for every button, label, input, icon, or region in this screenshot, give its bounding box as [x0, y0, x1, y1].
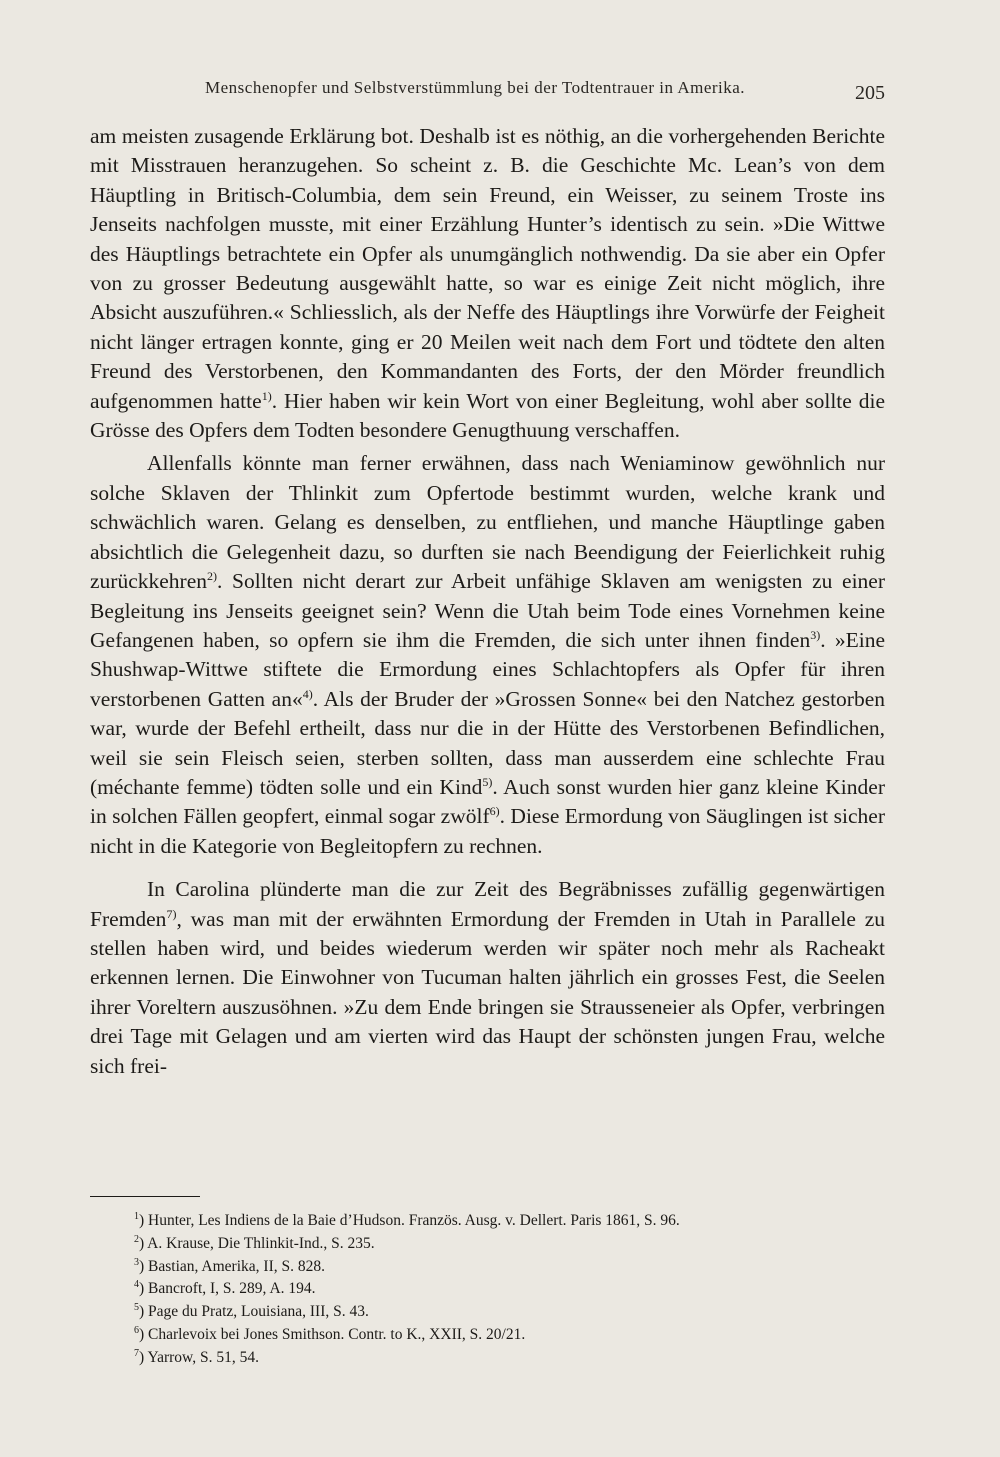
- running-title: Menschenopfer und Selbstverstümmlung bei der Todtentrauer in Amerika.: [205, 78, 746, 97]
- running-head: [0, 72, 1000, 108]
- footnote-ref[interactable]: 4): [302, 686, 313, 701]
- footnotes: [134, 1210, 894, 1370]
- footnote: $^6$) Charlevoix bei Jones Smithson. Contr. to K., XXII, S. 20/21.: [134, 1324, 526, 1343]
- footnote-mark: 5: [134, 1302, 139, 1314]
- footnote-ref[interactable]: 3): [810, 627, 821, 642]
- footnote: $^5$) Page du Pratz, Louisiana, III, S. 43.: [134, 1302, 369, 1321]
- footnote-mark: 1: [134, 1211, 139, 1222]
- footnote-mark: 7: [134, 1347, 139, 1359]
- footnote: $^1$) Hunter, Les Indiens de la Baie d’Hudson. Französ. Ausg. v. Dellert. Paris 1861, S. 96.: [134, 1211, 680, 1229]
- footnote-mark: 3: [134, 1256, 139, 1268]
- footnote-ref[interactable]: 5): [482, 774, 493, 789]
- page-number: 205: [855, 82, 885, 104]
- footnote: $^3$) Bastian, Amerika, II, S. 828.: [134, 1256, 325, 1275]
- footnote-ref[interactable]: 1): [261, 388, 272, 403]
- footnote-mark: 4: [134, 1279, 139, 1291]
- footnote-ref[interactable]: 2): [207, 569, 217, 584]
- paragraph: am meisten zusagende Erklärung bot. Deshalb ist es nöthig, an die vorhergehenden Berichte mit Misstrauen heranzugehen. So scheint z. B. die Geschichte Mc. Lean’s von dem Häuptling in Britisch-Columbia, dem sein Freund, ein Weisser, zu seinem Troste ins Jenseits nachfolgen musste, mit einer Erzählung Hunter’s identisch zu sein. »Die Wittwe des Häuptlings betrachtete ein Opfer als unumgänglich nothwendig. Da sie aber ein Opfer von zu grosser Bedeutung ausgewählt hatte, so war es einige Zeit nicht möglich, ihre Absicht auszuführen.« Schliesslich, als der Neffe des Häuptlings ihre Vorwürfe der Feigheit nicht länger ertragen konnte, ging er 20 Meilen weit nach dem Fort und tödtete den alten Freund des Verstorbenen, den Kommandanten des Forts, der den Mörder freundlich aufgenommen hatte$^{1)}$. Hier haben wir kein Wort von einer Begleitung, wohl aber sollte die Grösse des Opfers dem Todten besondere Genugthuung verschaffen.: [90, 124, 885, 443]
- footnote: $^7$) Yarrow, S. 51, 54.: [134, 1347, 259, 1366]
- footnote-mark: 2: [134, 1233, 139, 1245]
- footnote: $^2$) A. Krause, Die Thlinkit-Ind., S. 235.: [134, 1233, 375, 1252]
- paragraph: In Carolina plünderte man die zur Zeit des Begräbnisses zufällig gegenwärtigen Fremden$^{7)}$, was man mit der erwähnten Ermordung der Fremden in Utah in Parallele zu stellen haben wird, und beides wiederum werden wir später noch mehr als Racheakt erkennen lernen. Die Einwohner von Tucuman halten jährlich ein grosses Fest, die Seelen ihrer Voreltern auszusöhnen. »Zu dem Ende bringen sie Strausseneier als Opfer, verbringen drei Tage mit Gelagen und am vierten wird das Haupt der schönsten jungen Frau, welche sich frei-: [90, 877, 885, 1078]
- footnote: $^4$) Bancroft, I, S. 289, A. 194.: [134, 1279, 316, 1298]
- footnote-ref[interactable]: 7): [166, 906, 177, 921]
- body-text: [90, 122, 885, 1081]
- paragraph: Allenfalls könnte man ferner erwähnen, dass nach Weniaminow gewöhnlich nur solche Sklaven der Thlinkit zum Opfertode bestimmt wurden, welche krank und schwächlich waren. Gelang es denselben, zu entfliehen, und manche Häuptlinge gaben absichtlich die Gelegenheit dazu, so durften sie nach Beendigung der Feierlichkeit ruhig zurückkehren$^{2)}$. Sollten nicht derart zur Arbeit unfähige Sklaven am wenigsten zu einer Begleitung ins Jenseits geeignet sein? Wenn die Utah beim Tode eines Vornehmen keine Gefangenen haben, so opfern sie ihm die Fremden, die sich unter ihnen finden$^{3)}$. »Eine Shushwap-Wittwe stiftete die Ermordung eines Schlachtopfers als Opfer für ihren verstorbenen Gatten an«$^{4)}$. Als der Bruder der »Grossen Sonne« bei den Natchez gestorben war, wurde der Befehl ertheilt, dass nur die in der Hütte des Verstorbenen Befindlichen, weil sie sein Fleisch seien, sterben sollten, dass man ausserdem eine schlechte Frau (méchante femme) tödten solle und ein Kind$^{5)}$. Auch sonst wurden hier ganz kleine Kinder in solchen Fällen geopfert, einmal sogar zwölf$^{6)}$. Diese Ermordung von Säuglingen ist sicher nicht in die Kategorie von Begleitopfern zu rechnen.: [90, 451, 885, 858]
- footnote-divider: [90, 1196, 200, 1197]
- footnote-ref[interactable]: 6): [489, 804, 500, 819]
- footnote-mark: 6: [134, 1324, 139, 1336]
